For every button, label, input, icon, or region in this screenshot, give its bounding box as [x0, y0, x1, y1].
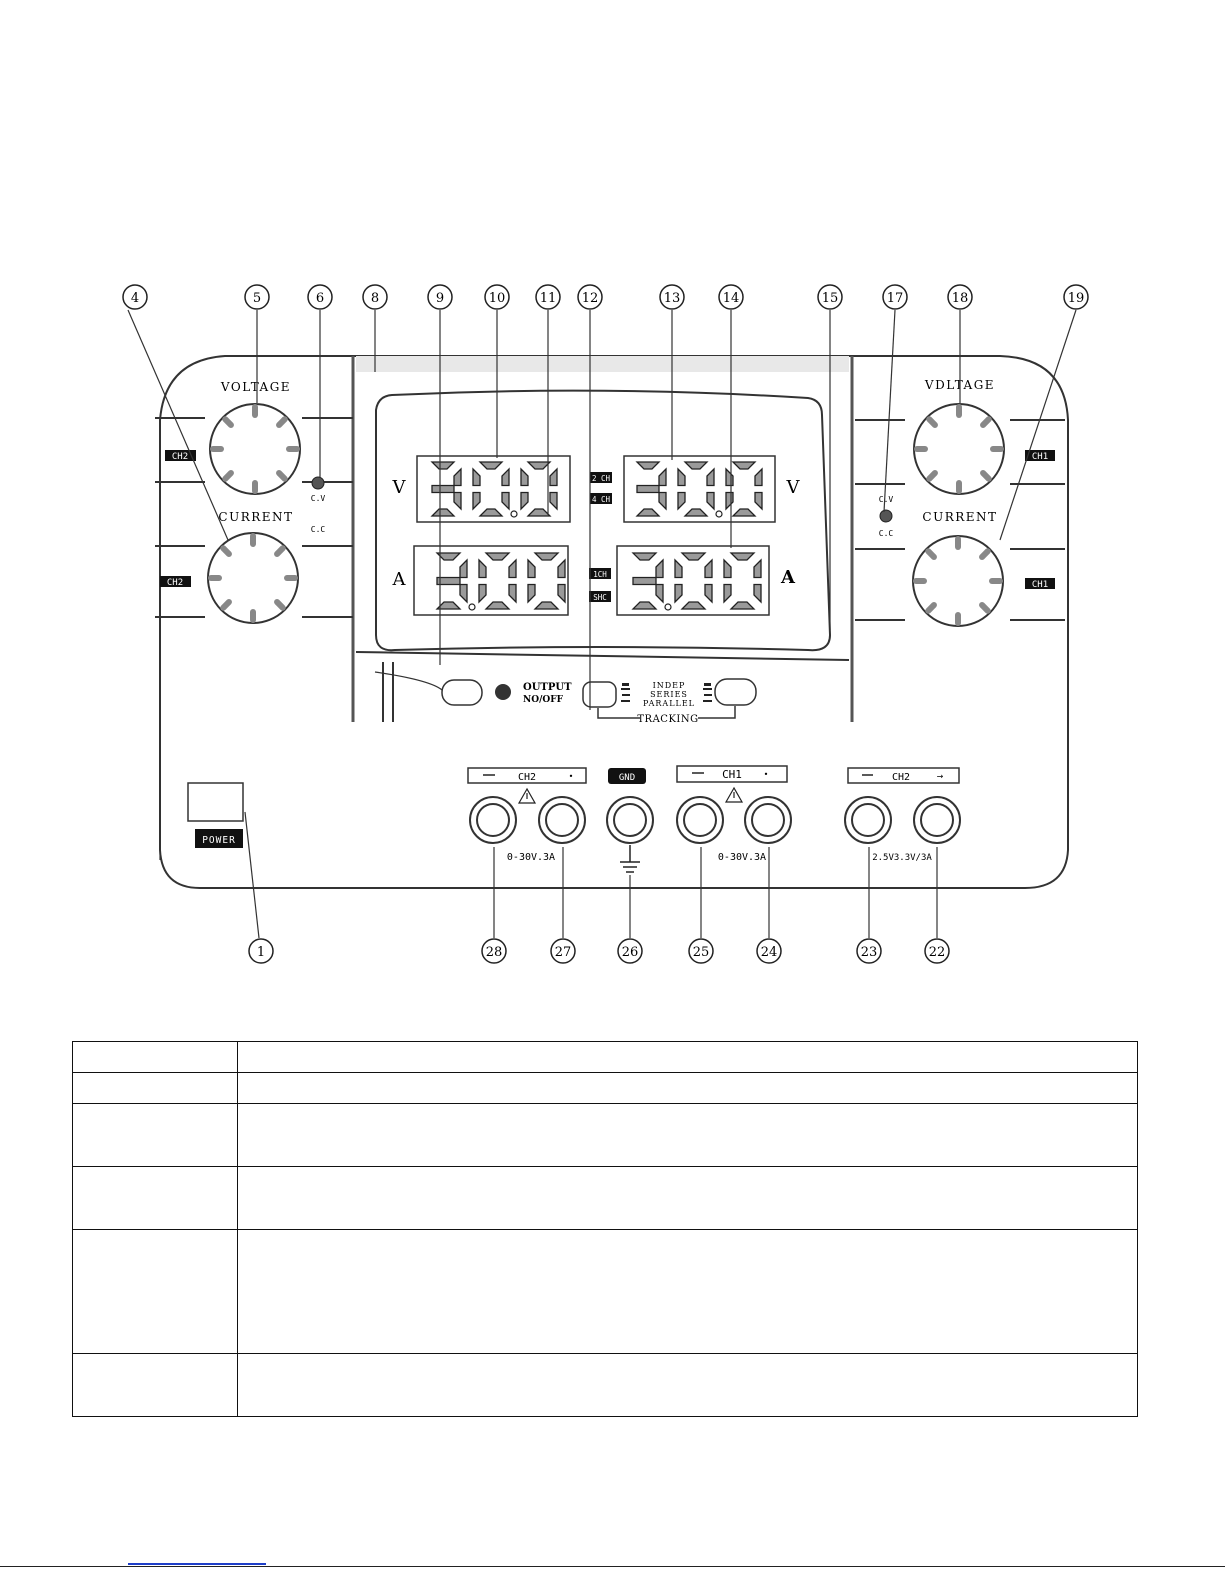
- segment: [550, 469, 557, 486]
- table-row: [73, 1354, 1138, 1417]
- indep-label: INDEP: [652, 681, 686, 690]
- callout-number: 14: [722, 291, 740, 306]
- ch2-voltage-unit: V: [392, 477, 406, 498]
- segment: [480, 509, 502, 516]
- segment: [535, 553, 558, 560]
- power-switch[interactable]: [188, 783, 243, 821]
- table-cell-item: [73, 1104, 238, 1167]
- left-cv-cc-led: [312, 477, 324, 489]
- callout-5: [245, 285, 269, 309]
- callout-number: 23: [860, 945, 878, 960]
- ch1-voltage-unit: V: [786, 477, 800, 498]
- svg-text:CH2: CH2: [891, 772, 911, 783]
- left-cc-label: C.C: [310, 525, 326, 534]
- callout-12: [578, 285, 602, 309]
- callout-number: 25: [692, 945, 710, 960]
- output-button[interactable]: [442, 680, 482, 705]
- segment: [707, 469, 714, 486]
- segment: [724, 560, 731, 578]
- svg-text:GND: GND: [618, 773, 636, 783]
- svg-text:CH2: CH2: [171, 452, 189, 462]
- left-ch-tag-lower: [160, 576, 191, 588]
- callout-22: [925, 939, 949, 963]
- segment: [550, 493, 557, 510]
- callout-9: [428, 285, 452, 309]
- callout-10: [485, 285, 509, 309]
- svg-text:→: →: [936, 772, 944, 781]
- decimal-point: [469, 604, 475, 610]
- segment: [502, 493, 509, 510]
- ch1-current-unit: A: [781, 567, 795, 588]
- table-row: [73, 1104, 1138, 1167]
- table-cell-item: [73, 1167, 238, 1230]
- gnd-jack[interactable]: [607, 797, 653, 843]
- table-cell-description: [238, 1230, 1138, 1354]
- callout-26: [618, 939, 642, 963]
- ch1-positive-jack[interactable]: [745, 797, 791, 843]
- callout-number: 4: [130, 291, 140, 306]
- callout-15: [818, 285, 842, 309]
- table-cell-item: [73, 1230, 238, 1354]
- segment: [705, 560, 712, 578]
- segment: [637, 462, 659, 469]
- segment: [754, 585, 761, 603]
- segment: [521, 493, 528, 510]
- segment: [460, 560, 467, 578]
- segment: [675, 560, 682, 578]
- segment: [432, 486, 454, 493]
- callout-number: 5: [252, 291, 262, 306]
- segment: [479, 585, 486, 603]
- series-label: SERIES: [650, 690, 688, 699]
- callout-number: 10: [488, 291, 506, 306]
- display-frame: [353, 356, 852, 722]
- segment: [633, 553, 656, 560]
- segment: [502, 469, 509, 486]
- gnd-terminal-bar: [608, 768, 646, 784]
- decimal-point: [511, 511, 517, 517]
- segment: [637, 509, 659, 516]
- right-ch-tag-lower: [1025, 578, 1055, 590]
- power-label-box: [195, 829, 243, 848]
- segment: [558, 585, 565, 603]
- ch2-positive-jack[interactable]: [539, 797, 585, 843]
- segment: [479, 560, 486, 578]
- segment: [755, 469, 762, 486]
- ground-symbol-icon: [620, 845, 640, 872]
- segment: [454, 469, 461, 486]
- segment: [528, 509, 550, 516]
- segment: [659, 469, 666, 486]
- segment: [731, 602, 754, 609]
- svg-text:•: •: [763, 770, 769, 779]
- segment: [528, 560, 535, 578]
- table-cell-description: [238, 1104, 1138, 1167]
- leader-line: [245, 812, 259, 938]
- table-row: [73, 1230, 1138, 1354]
- segment: [733, 509, 755, 516]
- segment: [486, 553, 509, 560]
- right-voltage-label: VDLTAGE: [924, 378, 996, 392]
- segment: [656, 585, 663, 603]
- segment: [486, 602, 509, 609]
- callout-number: 19: [1067, 291, 1085, 306]
- svg-text:POWER: POWER: [202, 835, 236, 846]
- callout-number: 8: [370, 291, 380, 306]
- segment: [637, 486, 659, 493]
- segment: [521, 469, 528, 486]
- leader-line: [884, 310, 895, 512]
- decimal-point: [716, 511, 722, 517]
- segment: [707, 493, 714, 510]
- tracking-label: TRACKING: [637, 714, 699, 725]
- ch2-voltage-readout: [432, 462, 557, 517]
- segment: [733, 462, 755, 469]
- segment: [535, 602, 558, 609]
- callout-number: 28: [485, 945, 503, 960]
- ch1-voltage-readout: [637, 462, 762, 517]
- ch2-current-readout: [437, 553, 565, 610]
- callout-18: [948, 285, 972, 309]
- segment: [754, 560, 761, 578]
- leader-line: [1000, 310, 1076, 540]
- ch1-voltage-knob[interactable]: [914, 404, 1004, 494]
- left-current-label: CURRENT: [218, 510, 294, 524]
- table-cell-item: [73, 1073, 238, 1104]
- callout-number: 6: [315, 291, 325, 306]
- callout-number: 15: [821, 291, 839, 306]
- legend-table: [72, 1041, 1138, 1417]
- left-cv-label: C.V: [310, 494, 326, 503]
- segment: [528, 585, 535, 603]
- footer-link[interactable]: [128, 1563, 266, 1565]
- segment: [682, 602, 705, 609]
- segment: [682, 553, 705, 560]
- segment: [705, 585, 712, 603]
- ch1-current-knob[interactable]: [913, 536, 1003, 626]
- callout-28: [482, 939, 506, 963]
- callout-19: [1064, 285, 1088, 309]
- svg-text:CH1: CH1: [1031, 452, 1049, 462]
- callout-number: 26: [621, 945, 639, 960]
- callout-number: 18: [951, 291, 969, 306]
- footer-rule: [0, 1566, 1225, 1567]
- mode-tag-1ch: [589, 568, 611, 579]
- svg-text:1CH: 1CH: [593, 570, 607, 579]
- callout-11: [536, 285, 560, 309]
- callout-4: [123, 285, 147, 309]
- right-cv-cc-led: [880, 510, 892, 522]
- warning-icon: [726, 788, 742, 802]
- callout-6: [308, 285, 332, 309]
- segment: [509, 585, 516, 603]
- segment: [633, 602, 656, 609]
- table-cell-item: [73, 1042, 238, 1073]
- callout-number: 11: [539, 291, 557, 306]
- ch1-rating: 0-30V.3A: [717, 852, 767, 863]
- segment: [558, 560, 565, 578]
- table-row: [73, 1042, 1138, 1073]
- segment: [480, 462, 502, 469]
- callout-17: [883, 285, 907, 309]
- segment: [454, 493, 461, 510]
- callout-14: [719, 285, 743, 309]
- svg-text:4 CH: 4 CH: [591, 495, 611, 504]
- mode-tag-shc: [589, 591, 611, 602]
- segment: [724, 585, 731, 603]
- ch2-rating: 0-30V.3A: [506, 852, 556, 863]
- leader-line: [375, 672, 442, 690]
- ch3-positive-jack[interactable]: [914, 797, 960, 843]
- svg-text:SHC: SHC: [593, 593, 607, 602]
- callout-number: 9: [435, 291, 445, 306]
- svg-text:•: •: [568, 772, 574, 781]
- table-row: [73, 1073, 1138, 1104]
- ch2-terminal-bar: [468, 768, 586, 783]
- segment: [509, 560, 516, 578]
- table-cell-description: [238, 1042, 1138, 1073]
- tracking-button-right[interactable]: [715, 679, 756, 705]
- segment: [473, 493, 480, 510]
- segment: [659, 493, 666, 510]
- decimal-point: [665, 604, 671, 610]
- ch3-rating: 2.5V3.3V/3A: [872, 853, 932, 863]
- callout-25: [689, 939, 713, 963]
- table-cell-item: [73, 1354, 238, 1417]
- segment: [678, 469, 685, 486]
- table-row: [73, 1167, 1138, 1230]
- table-cell-description: [238, 1073, 1138, 1104]
- table-cell-description: [238, 1354, 1138, 1417]
- callout-number: 24: [760, 945, 778, 960]
- segment: [685, 509, 707, 516]
- segment: [755, 493, 762, 510]
- ch1-negative-jack[interactable]: [677, 797, 723, 843]
- ch1-current-readout: [633, 553, 761, 610]
- callout-27: [551, 939, 575, 963]
- segment: [432, 509, 454, 516]
- callout-24: [757, 939, 781, 963]
- ch1-terminal-bar: [677, 766, 787, 782]
- callout-number: 12: [581, 291, 599, 306]
- segment: [731, 553, 754, 560]
- svg-text:CH1: CH1: [722, 768, 742, 781]
- segment: [726, 493, 733, 510]
- mode-tag-2ch: [590, 472, 612, 483]
- mode-tag-4ch: [590, 493, 612, 504]
- table-cell-description: [238, 1167, 1138, 1230]
- segment: [460, 585, 467, 603]
- ch2-current-unit: A: [392, 569, 406, 590]
- parallel-label: PARALLEL: [642, 699, 696, 708]
- right-current-label: CURRENT: [922, 510, 998, 524]
- svg-text:CH2: CH2: [517, 772, 537, 783]
- segment: [432, 462, 454, 469]
- svg-text:2 CH: 2 CH: [591, 474, 611, 483]
- ch2-negative-jack[interactable]: [470, 797, 516, 843]
- right-cv-label: C.V: [878, 495, 894, 504]
- callout-number: 27: [554, 945, 572, 960]
- segment: [528, 462, 550, 469]
- segment: [726, 469, 733, 486]
- callout-8: [363, 285, 387, 309]
- callout-number: 22: [928, 945, 946, 960]
- svg-text:CH2: CH2: [166, 578, 184, 588]
- ch3-negative-jack[interactable]: [845, 797, 891, 843]
- ch2-current-knob[interactable]: [208, 533, 298, 623]
- ch3-terminal-bar: [848, 768, 959, 783]
- callout-23: [857, 939, 881, 963]
- tracking-button-left[interactable]: [583, 682, 616, 707]
- left-voltage-label: VOLTAGE: [220, 380, 292, 394]
- callout-number: 17: [886, 291, 904, 306]
- segment: [685, 462, 707, 469]
- leader-line: [128, 310, 228, 540]
- callout-number: 13: [663, 291, 681, 306]
- ch2-voltage-knob[interactable]: [210, 404, 300, 494]
- warning-icon: [519, 789, 535, 803]
- segment: [473, 469, 480, 486]
- output-label: OUTPUT: [523, 682, 572, 693]
- right-cc-label: C.C: [878, 529, 894, 538]
- output-led: [495, 684, 511, 700]
- segment: [678, 493, 685, 510]
- output-sub-label: NO/OFF: [523, 695, 563, 705]
- segment: [656, 560, 663, 578]
- callout-13: [660, 285, 684, 309]
- callout-1: [249, 939, 273, 963]
- svg-text:CH1: CH1: [1031, 580, 1049, 590]
- segment: [633, 578, 656, 585]
- callout-number: 1: [256, 945, 266, 960]
- segment: [675, 585, 682, 603]
